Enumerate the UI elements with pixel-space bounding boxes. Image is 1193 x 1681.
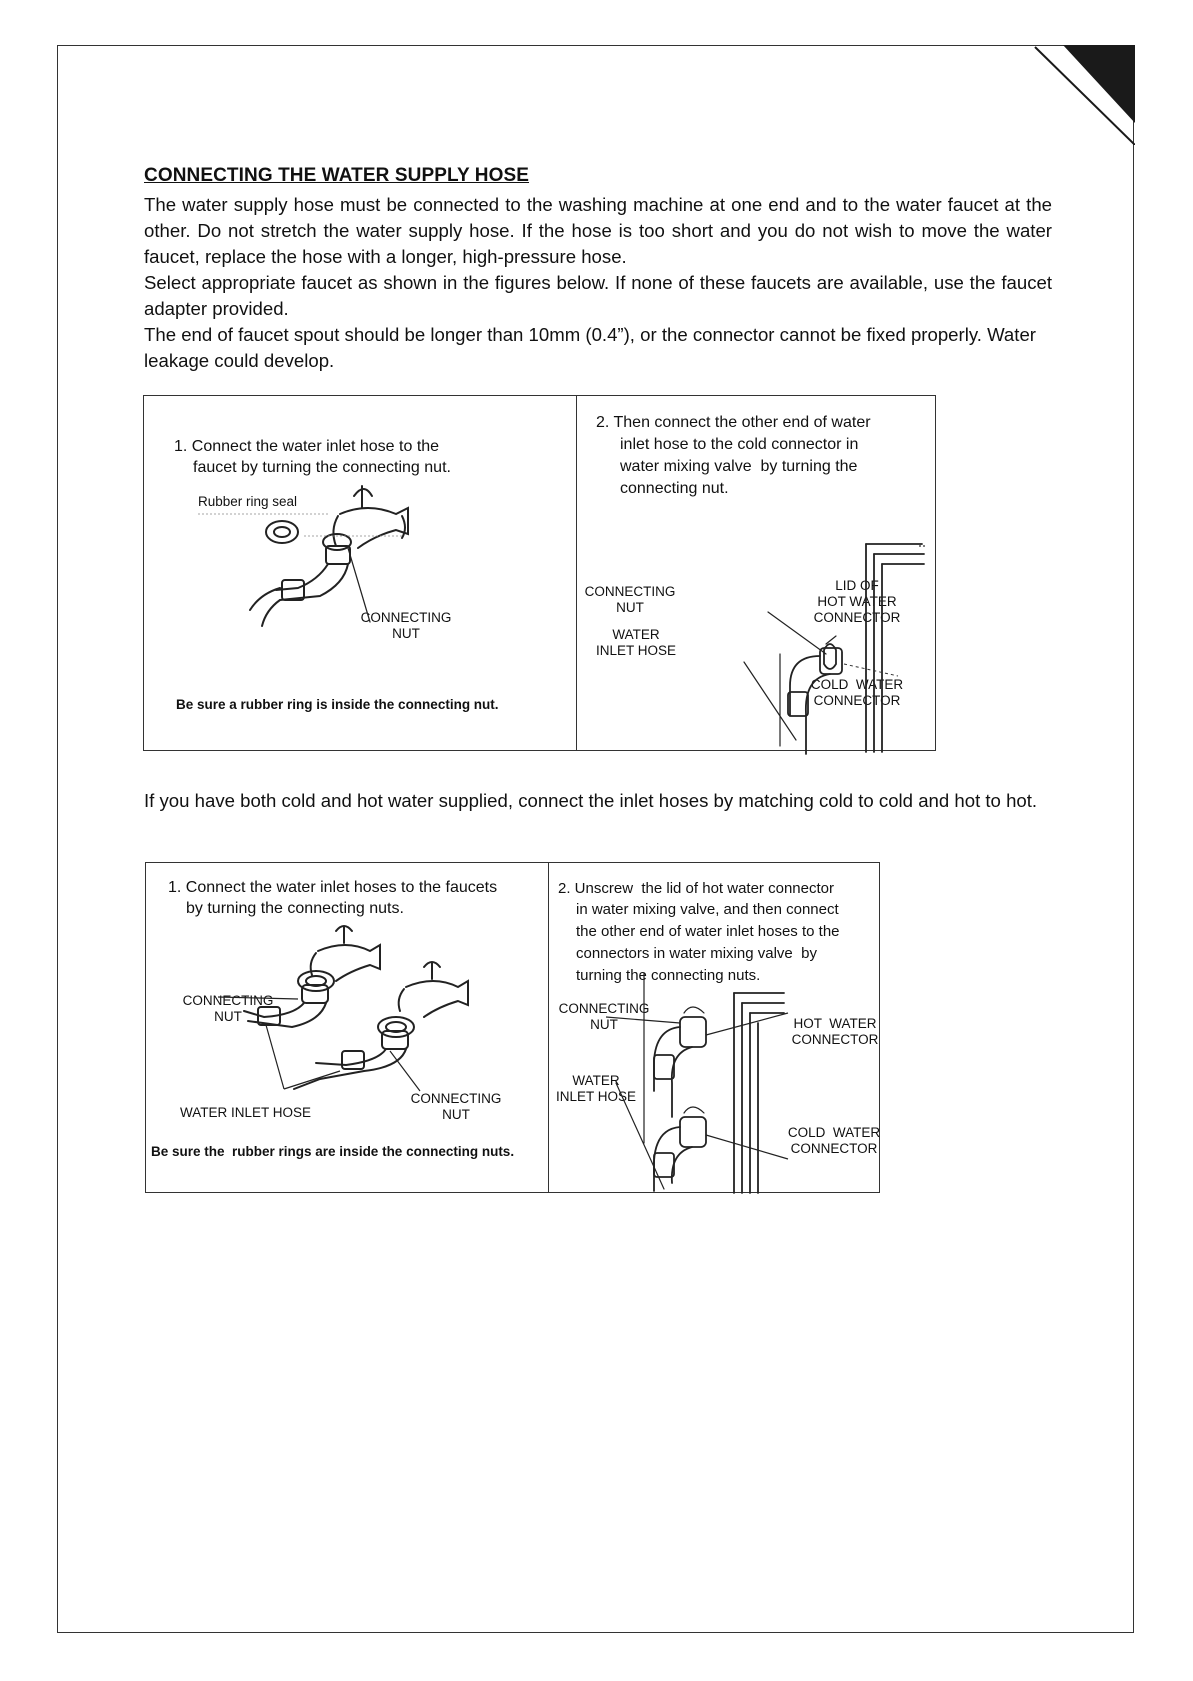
rubber-ring-label: Rubber ring seal — [198, 494, 298, 509]
dual-faucet-illustration — [236, 923, 476, 1103]
cold-water-connector-label: COLD WATER CONNECTOR — [810, 677, 904, 708]
step-1-text-dual-cont: by turning the connecting nuts. — [186, 900, 404, 917]
rubber-rings-note: Be sure the rubber rings are inside the connecting nuts. — [151, 1144, 515, 1159]
figure-divider-2 — [548, 863, 549, 1192]
water-inlet-hose-label-dual: WATER INLET HOSE — [180, 1105, 312, 1120]
faucet-hose-illustration — [244, 476, 444, 636]
step-1-text: 1. Connect the water inlet hose to the — [174, 438, 440, 455]
step-1-text-dual: 1. Connect the water inlet hoses to the faucets — [168, 879, 498, 896]
hot-water-connector-label: HOT WATER CONNECTOR — [791, 1016, 879, 1047]
step-2-text-cont: inlet hose to the cold connector in — [620, 436, 859, 453]
hot-cold-note: If you have both cold and hot water supplied, connect the inlet hoses by matching cold to cold and hot to hot. — [144, 790, 1038, 811]
connecting-nut-label-dual-right: CONNECTING NUT — [558, 1001, 650, 1032]
dual-valve-illustration — [616, 983, 816, 1193]
paragraph-hose: The water supply hose must be connected to the washing machine at one end and to the water faucet at the other. Do not stretch the water supply hose. If the hose is too short and you do not wish to move the water faucet, replace the hose with a longer, high-pressure hose. — [144, 194, 1052, 267]
step-2-text-dual-cont: in water mixing valve, and then connect — [576, 901, 839, 918]
page-corner-tab — [1033, 45, 1135, 145]
connecting-nut-label-2: CONNECTING NUT — [410, 1091, 502, 1122]
figure-dual-hose — [145, 862, 880, 1193]
step-2-text: 2. Then connect the other end of water — [596, 414, 871, 431]
water-inlet-hose-label: WATER INLET HOSE — [595, 627, 677, 658]
connecting-nut-label: CONNECTING NUT — [360, 610, 452, 641]
step-2-text-dual: 2. Unscrew the lid of hot water connector — [558, 880, 834, 897]
lid-hot-water-connector-label: LID OF HOT WATER CONNECTOR — [813, 578, 901, 625]
rubber-ring-note: Be sure a rubber ring is inside the connecting nut. — [176, 697, 499, 712]
step-2-text-cont-3: connecting nut. — [620, 480, 729, 497]
connecting-nut-label-1: CONNECTING NUT — [182, 993, 274, 1024]
section-heading: CONNECTING THE WATER SUPPLY HOSE — [144, 165, 530, 186]
figure-single-hose — [143, 395, 936, 751]
step-1-text-cont: faucet by turning the connecting nut. — [193, 459, 451, 476]
connecting-nut-label-right: CONNECTING NUT — [584, 584, 676, 615]
step-2-text-dual-cont-4: turning the connecting nuts. — [576, 967, 761, 984]
water-inlet-hose-label-dual-right: WATER INLET HOSE — [555, 1073, 637, 1104]
step-2-text-dual-cont-3: connectors in water mixing valve by — [576, 945, 817, 962]
figure-divider — [576, 396, 577, 750]
step-2-text-cont-2: water mixing valve by turning the — [620, 458, 858, 475]
instructions-section — [144, 165, 1052, 374]
cold-water-connector-label-dual: COLD WATER CONNECTOR — [787, 1125, 881, 1156]
mixing-valve-illustration — [624, 546, 874, 752]
step-2-text-dual-cont-2: the other end of water inlet hoses to the — [576, 923, 840, 940]
paragraph-spout: The end of faucet spout should be longer than 10mm (0.4”), or the connector cannot be fixed properly. Water leakage could develop. — [144, 324, 1036, 371]
paragraph-faucet: Select appropriate faucet as shown in the figures below. If none of these faucets are available, use the faucet adapter provided. — [144, 272, 1052, 319]
